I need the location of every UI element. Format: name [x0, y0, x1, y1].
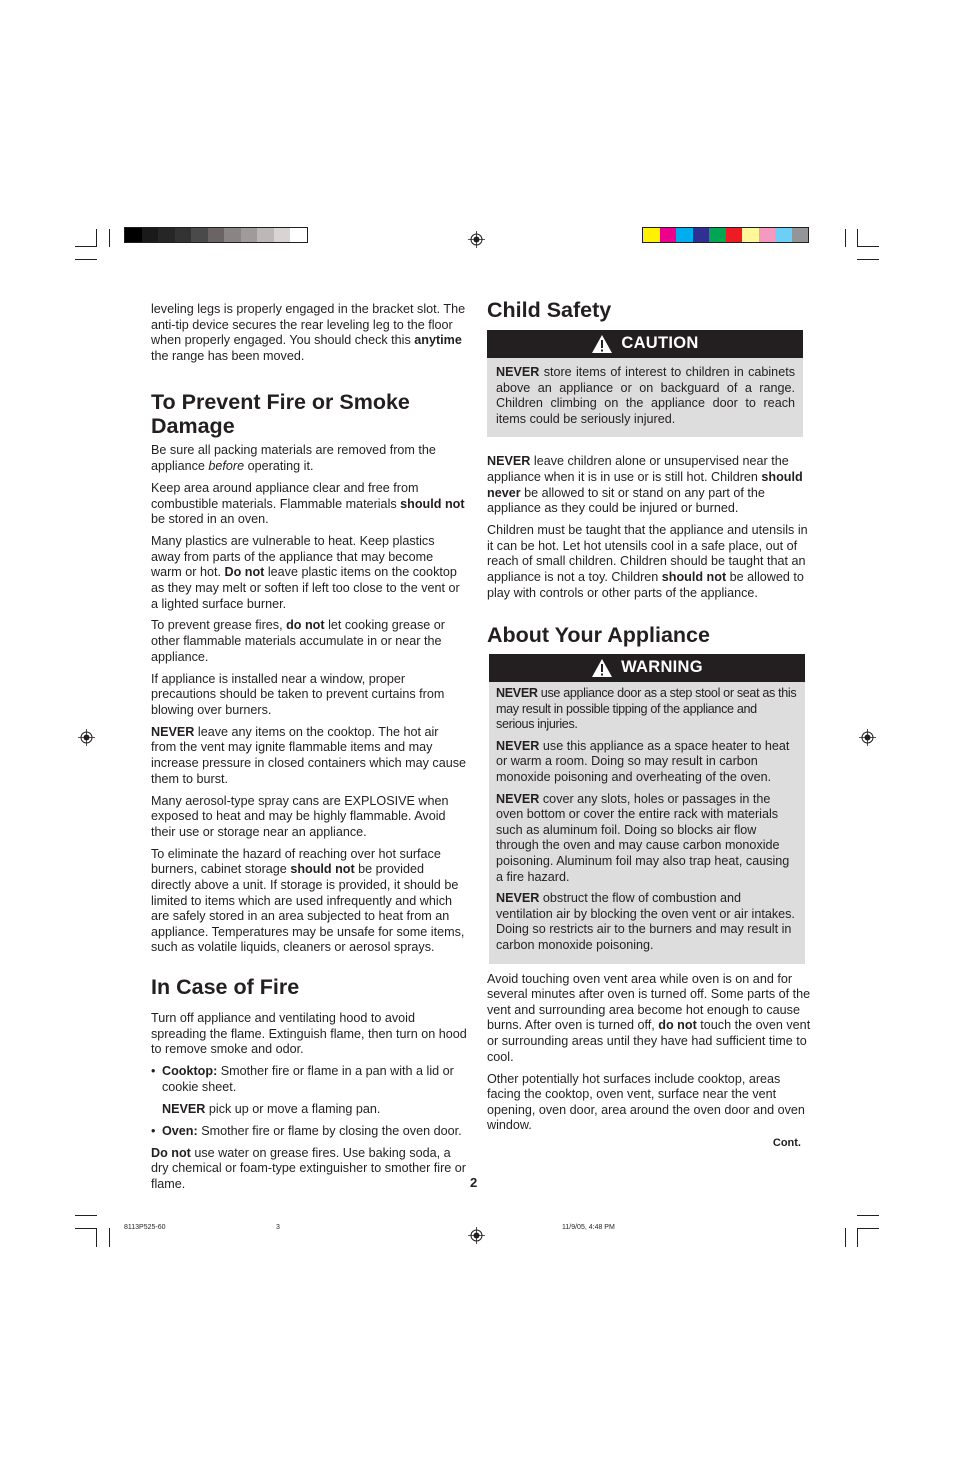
right-column: [487, 298, 811, 1152]
page-number: 2: [470, 1175, 478, 1190]
fire-paragraph: Many plastics are vulnerable to heat. Keep plastics away from parts of the appliance that may become warm or hot. Do not leave plastic items on the cooktop as they may melt or soften if left too close to the vent or a lighted surface burner.: [151, 534, 460, 611]
crop-mark: [75, 246, 97, 247]
swatch: [792, 228, 809, 242]
registration-target-icon: [468, 1227, 485, 1244]
warning-item: NEVER use this appliance as a space heater to heat or warm a room. Doing so may result in carbon monoxide poisoning and overheating of the oven.: [496, 738, 790, 785]
swatch: [125, 228, 142, 242]
swatch: [290, 228, 307, 242]
warning-body: [489, 682, 805, 964]
color-calibration-bar: [642, 227, 809, 243]
bullet-cooktop: • Cooktop: Smother fire or flame in a pan with a lid or cookie sheet.: [151, 1064, 454, 1094]
crop-mark: [75, 1228, 97, 1229]
fire-paragraph: Be sure all packing materials are removed from the appliance before operating it.: [151, 443, 436, 473]
fire-paragraph: If appliance is installed near a window, proper precautions should be taken to prevent curtains from blowing over burners.: [151, 671, 445, 717]
about-paragraph: Other potentially hot surfaces include cooktop, areas facing the cooktop, oven vent, surface near the vent opening, oven door, area around the oven door and oven window.: [487, 1071, 805, 1133]
crop-mark: [857, 1228, 879, 1229]
swatch: [208, 228, 225, 242]
registration-target-icon: [468, 231, 485, 248]
crop-mark: [96, 1228, 97, 1247]
crop-mark: [96, 229, 97, 247]
swatch: [726, 228, 743, 242]
warning-item: NEVER obstruct the flow of combustion and ventilation air by blocking the oven vent or air intakes. Doing so restricts air to the burners and may result in carbon monoxide poisoning.: [496, 891, 795, 953]
caution-body: NEVER store items of interest to children in cabinets above an appliance or on backguard of a range. Children climbing on the appliance door to reach items could be seriously injured.: [496, 365, 795, 426]
crop-mark: [109, 229, 110, 247]
bullet-oven: • Oven: Smother fire or flame by closing the oven door.: [151, 1123, 462, 1138]
slug-timestamp: 11/9/05, 4:48 PM: [562, 1224, 615, 1231]
swatch: [709, 228, 726, 242]
intro-paragraph: leveling legs is properly engaged in the bracket slot. The anti-tip device secures the rear leveling leg to the floor when properly engaged. You should check this anytime the range has been moved.: [151, 302, 466, 363]
warning-triangle-icon: [591, 658, 613, 678]
case-intro: Turn off appliance and ventilating hood to avoid spreading the flame. Extinguish flame, then turn on hood to remove smoke and odor.: [151, 1010, 467, 1057]
grayscale-calibration-bar: [124, 227, 308, 243]
warning-header: WARNING: [489, 654, 805, 682]
crop-mark: [109, 1228, 110, 1247]
swatch: [224, 228, 241, 242]
caution-header: CAUTION: [487, 330, 803, 358]
never-pick-up-note: NEVER pick up or move a flaming pan.: [162, 1101, 381, 1116]
warning-item: NEVER cover any slots, holes or passages in the oven bottom or cover the entire rack with materials such as aluminum foil. Doing so blocks air flow through the oven and may cause carbon monoxide poisoning. Aluminum foil may also trap heat, causing a fire hazard.: [496, 791, 790, 884]
crop-mark: [845, 229, 846, 247]
swatch: [775, 228, 792, 242]
swatch: [191, 228, 208, 242]
caution-box: [487, 330, 803, 437]
crop-mark: [857, 259, 879, 260]
swatch: [676, 228, 693, 242]
child-paragraph: NEVER leave children alone or unsupervised near the appliance when it is in use or is still hot. Children should never be allowed to sit or stand on any part of the appliance as they could be injured or burned.: [487, 454, 803, 516]
fire-paragraph: Keep area around appliance clear and free from combustible materials. Flammable materials should not be stored in an oven.: [151, 480, 465, 527]
crop-mark: [845, 1228, 846, 1247]
crop-mark: [857, 1215, 879, 1216]
heading-prevent-fire: To Prevent Fire or Smoke Damage: [151, 390, 410, 439]
swatch: [257, 228, 274, 242]
left-column: [151, 302, 467, 1199]
slug-page: 3: [276, 1224, 280, 1231]
crop-mark: [75, 1215, 97, 1216]
swatch: [142, 228, 159, 242]
swatch: [660, 228, 677, 242]
fire-paragraph: To eliminate the hazard of reaching over hot surface burners, cabinet storage should not be provided directly above a unit. If storage is provided, it should be limited to items which are used infrequently and which are safely stored in an area subjected to heat from an appliance. Temperatures may be unsafe for some items, such as volatile liquids, cleaners or aerosol sprays.: [151, 846, 465, 955]
swatch: [241, 228, 258, 242]
fire-paragraph: To prevent grease fires, do not let cooking grease or other flammable materials accumulate in or near the appliance.: [151, 618, 445, 664]
swatch: [742, 228, 759, 242]
heading-in-case-of-fire: In Case of Fire: [151, 974, 300, 999]
crop-mark: [75, 259, 97, 260]
about-paragraph: Avoid touching oven vent area while oven is on and for several minutes after oven is turned off. Some parts of the vent and surrounding area become hot enough to cause burns. After oven is turned off, do not touch the oven vent or surrounding areas until they have had sufficient time to cool.: [487, 971, 811, 1064]
warning-triangle-icon: [591, 334, 613, 354]
crop-mark: [857, 246, 879, 247]
registration-target-icon: [859, 729, 876, 746]
heading-about-appliance: About Your Appliance: [487, 623, 710, 648]
crop-mark: [857, 1228, 858, 1247]
swatch: [175, 228, 192, 242]
slug-job-number: 8113P525-60: [124, 1224, 166, 1231]
heading-child-safety: Child Safety: [487, 298, 612, 322]
fire-paragraph: Many aerosol-type spray cans are EXPLOSIVE when exposed to heat and may be highly flammable. Avoid their use or storage near an appliance.: [151, 793, 449, 839]
child-paragraph: Children must be taught that the appliance and utensils in it can be hot. Let hot utensils cool in a safe place, out of reach of small children. Children should be taught that an appliance is not a toy. Children should not be allowed to play with controls or other parts of the appliance.: [487, 523, 808, 600]
fire-paragraph: NEVER leave any items on the cooktop. The hot air from the vent may ignite flammable items and may increase pressure in closed containers which may cause them to burst.: [151, 724, 466, 786]
swatch: [693, 228, 710, 242]
swatch: [643, 228, 660, 242]
grease-fire-note: Do not use water on grease fires. Use baking soda, a dry chemical or foam-type extinguisher to smother fire or flame.: [151, 1145, 466, 1191]
crop-mark: [857, 229, 858, 247]
swatch: [759, 228, 776, 242]
warning-box: [489, 654, 805, 964]
swatch: [274, 228, 291, 242]
warning-item: NEVER use appliance door as a step stool or seat as this may result in possible tipping of the appliance and serious injuries.: [496, 686, 797, 732]
swatch: [158, 228, 175, 242]
continued-label: Cont.: [772, 1136, 801, 1149]
registration-target-icon: [78, 729, 95, 746]
